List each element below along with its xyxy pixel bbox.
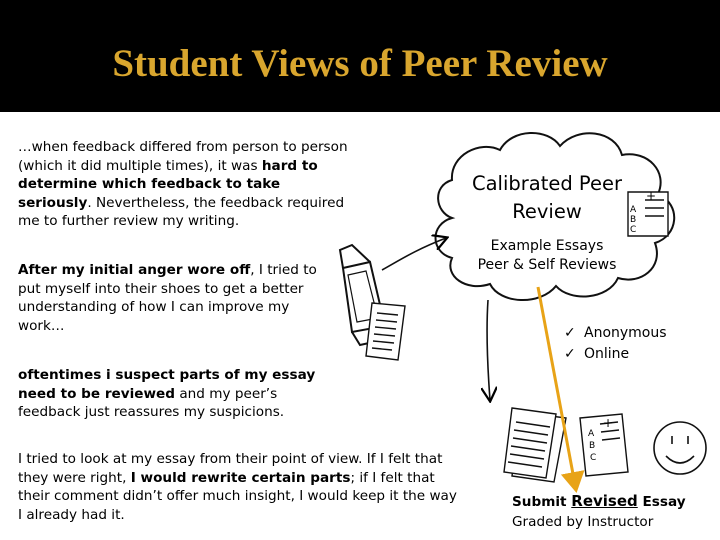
graded-by-instructor-label: Graded by Instructor (512, 514, 654, 530)
grade-letter-b-top: B (630, 215, 637, 225)
slide-title: Student Views of Peer Review (112, 42, 608, 85)
quote-4-end: ; if I felt that their comment didn’t offer much insight, I would keep it the way I already had it. (18, 469, 457, 523)
quote-4-emphasis: I would rewrite certain parts (130, 469, 351, 486)
quote-2-emphasis: After my initial anger wore off (18, 262, 251, 278)
arrow-down-black (487, 300, 490, 400)
check-label: Anonymous (584, 325, 667, 341)
quote-1-end: . Nevertheless, the feedback required me to further review my writing. (18, 194, 345, 229)
quote-4-text: I tried to look at my essay from their point of view. If I felt that they were right, (18, 451, 443, 486)
quote-3-end: and my peer’s feedback just reassures my suspicions. (18, 385, 285, 420)
check-label: Online (584, 346, 630, 362)
check-item-anonymous (564, 323, 667, 344)
quote-2-end: , I tried to put myself into their shoes to get a better understanding of how I can improve my work… (18, 262, 317, 334)
draft-document-icon (366, 303, 405, 360)
cloud-title: Calibrated Peer Review (471, 172, 623, 223)
revised-essay-icon (504, 408, 566, 482)
check-icon: ✓ (564, 346, 576, 362)
cloud-subtitle (452, 237, 642, 275)
grade-letter-c-bottom: C (590, 453, 597, 463)
grade-letter-b-bottom: B (589, 441, 596, 451)
submit-revised-essay-label (512, 491, 686, 512)
plus-mark-top: + (646, 189, 657, 203)
feature-checklist (564, 323, 667, 365)
cloud-subtitle-line-1: Example Essays (490, 238, 604, 254)
plus-mark-bottom: + (603, 416, 614, 430)
grade-letter-c-top: C (630, 225, 637, 235)
quote-3-emphasis: oftentimes i suspect parts of my essay need to be reviewed (18, 367, 316, 402)
grade-letter-a-bottom: A (588, 429, 595, 439)
quote-1-text: …when feedback differed from person to person (which it did multiple times), it was (18, 139, 348, 174)
quote-1-emphasis: hard to determine which feedback to take seriously (18, 157, 318, 211)
check-item-online (564, 344, 667, 365)
submit-prefix: Submit (512, 494, 572, 510)
cloud-subtitle-line-2: Peer & Self Reviews (477, 257, 617, 273)
revised-word: Revised (571, 492, 638, 510)
smiley-face-icon (654, 422, 706, 474)
grade-letter-a-top: A (630, 205, 637, 215)
submit-suffix: Essay (637, 494, 686, 510)
check-icon: ✓ (564, 325, 576, 341)
